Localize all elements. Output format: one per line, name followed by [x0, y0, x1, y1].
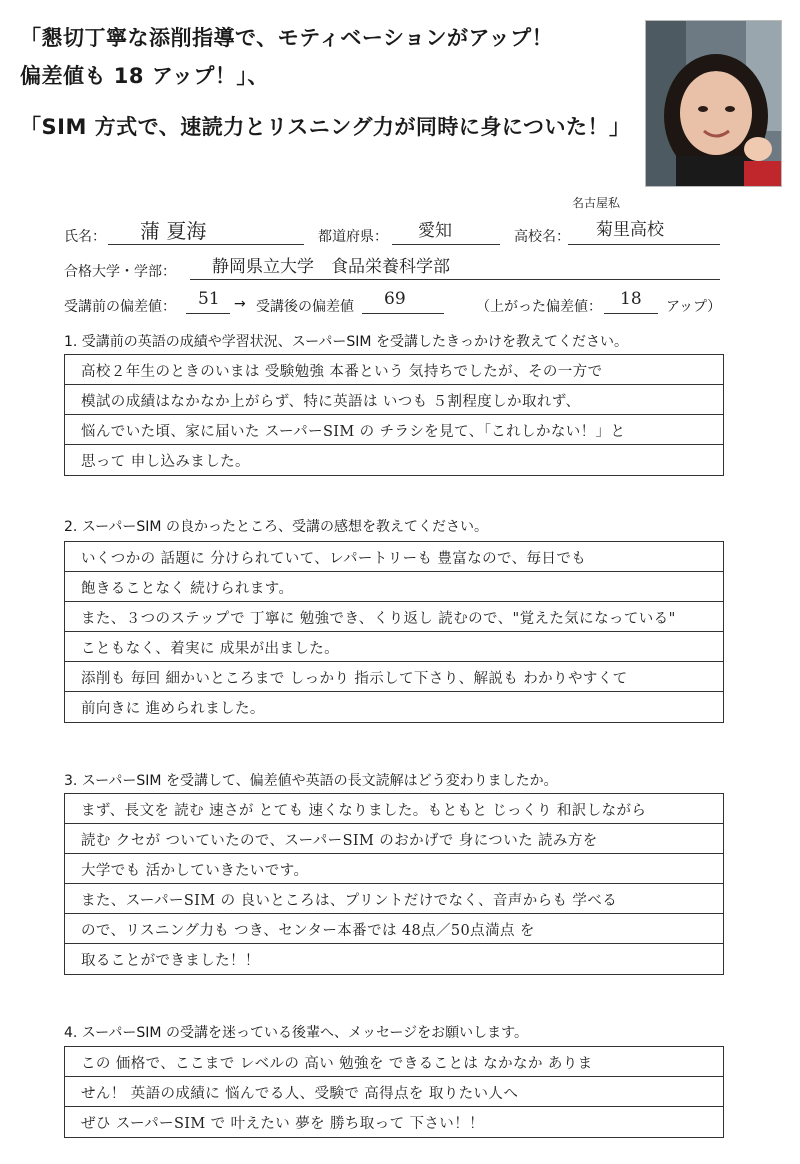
answer-1-line-3: 悩んでいた頃、家に届いた スーパーSIM の チラシを見て、「これしかない！」と	[81, 424, 626, 440]
answer-1-line-2: 模試の成績はなかなか上がらず、特に英語は いつも ５割程度しか取れず、	[81, 394, 581, 410]
answer-line	[65, 602, 723, 632]
answer-line	[65, 572, 723, 602]
answer-1-line-4: 思って 申し込みました。	[81, 454, 250, 470]
gain-suffix: アップ）	[666, 299, 722, 315]
answer-2-line-2: 飽きることなく 続けられます。	[81, 581, 294, 597]
answer-4-line-1: この 価格で、ここまで レベルの 高い 勉強を できることは なかなか ありま	[81, 1056, 593, 1072]
answer-3-line-1: まず、長文を 読む 速さが とても 速くなりました。もともと じっくり 和訳しながら	[81, 803, 647, 819]
answer-line	[65, 632, 723, 662]
name-underline	[108, 244, 304, 245]
answer-1-line-1: 高校２年生のときのいまは 受験勉強 本番という 気持ちでしたが、その一方で	[81, 364, 603, 380]
before-score-underline	[186, 313, 230, 314]
answer-line	[65, 884, 723, 914]
answer-2-line-1: いくつかの 話題に 分けられていて、レパートリーも 豊富なので、毎日でも	[81, 551, 587, 567]
answer-3-line-6: 取ることができました！！	[81, 953, 260, 969]
answer-line	[65, 692, 723, 722]
answer-line	[65, 1077, 723, 1107]
school-note: 名古屋私	[572, 196, 621, 210]
university-value: 静岡県立大学 食品栄養科学部	[212, 257, 450, 277]
university-label: 合格大学・学部：	[64, 264, 176, 280]
prefecture-value: 愛知	[418, 221, 452, 241]
answer-4-line-2: せん！ 英語の成績に 悩んでる人、受験で 高得点を 取りたい人へ	[81, 1086, 519, 1102]
name-value: 蒲 夏海	[140, 219, 207, 243]
school-value: 菊里高校	[596, 220, 664, 240]
answer-line	[65, 1047, 723, 1077]
answer-line	[65, 854, 723, 884]
after-score-value: 69	[384, 289, 406, 309]
answer-line	[65, 415, 723, 445]
answer-line	[65, 794, 723, 824]
answer-2-line-6: 前向きに 進められました。	[81, 701, 265, 717]
after-score-underline	[362, 313, 444, 314]
school-underline	[568, 244, 720, 245]
answer-4-line-3: ぜひ スーパーSIM で 叶えたい 夢を 勝ち取って 下さい！！	[81, 1116, 485, 1132]
answer-3-box	[64, 793, 724, 975]
headline-line-1: 「懇切丁寧な添削指導で、モティベーションがアップ！	[20, 26, 554, 50]
before-score-label: 受講前の偏差値：	[64, 299, 176, 315]
answer-3-line-3: 大学でも 活かしていきたいです。	[81, 863, 309, 879]
answer-2-line-3: また、３つのステップで 丁寧に 勉強でき、くり返し 読むので、"覚えた気になっている"	[81, 611, 676, 627]
answer-line	[65, 385, 723, 415]
answer-line	[65, 1107, 723, 1137]
university-underline	[190, 279, 720, 280]
name-label: 氏名：	[64, 229, 106, 245]
gain-label: （上がった偏差値：	[476, 299, 602, 315]
gain-value: 18	[620, 289, 642, 309]
headline-line-3: 「SIM 方式で、速読力とリスニング力が同時に身についた！」	[20, 115, 631, 139]
answer-3-line-5: ので、リスニング力も つき、センター本番では 48点／50点満点 を	[81, 923, 535, 939]
before-score-value: 51	[198, 289, 220, 309]
school-label: 高校名：	[514, 229, 570, 245]
student-photo	[645, 20, 782, 187]
answer-line	[65, 355, 723, 385]
answer-3-line-4: また、スーパーSIM の 良いところは、プリントだけでなく、音声からも 学べる	[81, 893, 618, 909]
arrow-icon: →	[234, 296, 246, 312]
answer-2-line-4: こともなく、着実に 成果が出ました。	[81, 641, 340, 657]
answer-line	[65, 914, 723, 944]
answer-2-line-5: 添削も 毎回 細かいところまで しっかり 指示して下さり、解説も わかりやすくて	[81, 671, 628, 687]
answer-line	[65, 662, 723, 692]
answer-line	[65, 542, 723, 572]
headline-line-2: 偏差値も 18 アップ！」、	[20, 64, 269, 88]
answer-line	[65, 944, 723, 974]
answer-line	[65, 824, 723, 854]
prefecture-label: 都道府県：	[318, 229, 388, 245]
gain-underline	[604, 313, 658, 314]
answer-4-box	[64, 1046, 724, 1138]
question-4-title: 4. スーパーSIM の受講を迷っている後輩へ、メッセージをお願いします。	[64, 1025, 528, 1041]
question-1-title: 1. 受講前の英語の成績や学習状況、スーパーSIM を受講したきっかけを教えてください。	[64, 334, 628, 350]
answer-line	[65, 445, 723, 475]
prefecture-underline	[392, 244, 500, 245]
question-3-title: 3. スーパーSIM を受講して、偏差値や英語の長文読解はどう変わりましたか。	[64, 773, 558, 789]
answer-1-box	[64, 354, 724, 476]
after-score-label: 受講後の偏差値	[256, 299, 354, 315]
answer-2-box	[64, 541, 724, 723]
question-2-title: 2. スーパーSIM の良かったところ、受講の感想を教えてください。	[64, 519, 488, 535]
answer-3-line-2: 読む クセが ついていたので、スーパーSIM のおかげで 身についた 読み方を	[81, 833, 598, 849]
portrait-image	[646, 21, 781, 186]
